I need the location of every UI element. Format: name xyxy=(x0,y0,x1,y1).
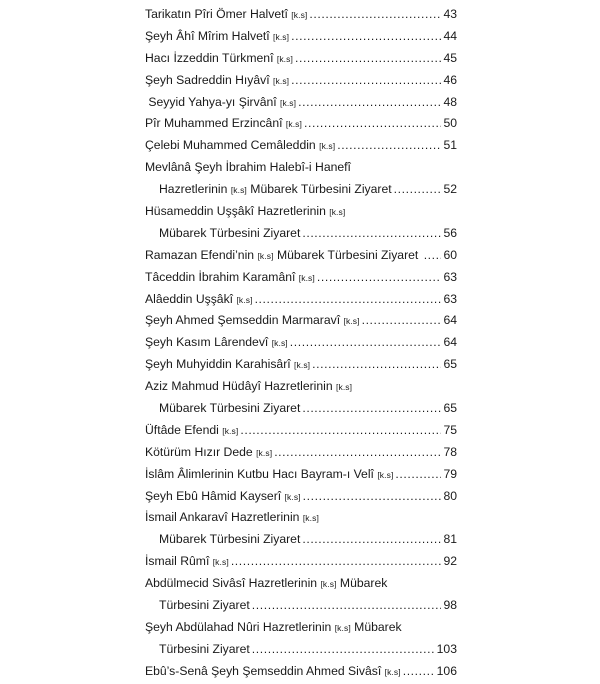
toc-entry-title xyxy=(145,245,422,268)
toc-entry-title xyxy=(145,70,289,93)
page-number: 45 xyxy=(443,50,457,65)
dot-leader xyxy=(290,332,442,354)
honorific-abbreviation: [k.s] xyxy=(377,469,394,480)
honorific-abbreviation: [k.s] xyxy=(320,579,337,590)
dot-leader xyxy=(291,70,441,92)
toc-entry-text-suffix: Mübarek Türbesini Ziyaret xyxy=(246,182,392,197)
page-number: 92 xyxy=(443,554,457,569)
toc-entry-text: Hazretlerinin xyxy=(159,182,231,197)
toc-entry-text: Şeyh Ahmed Şemseddin Marmaravî xyxy=(145,313,344,328)
toc-entry xyxy=(145,310,457,332)
toc-entry-text: Aziz Mahmud Hüdâyî Hazretlerinin xyxy=(145,379,337,394)
toc-entry xyxy=(145,551,457,573)
toc-entry-text: Hüsameddin Uşşâkî Hazretlerinin xyxy=(145,204,330,219)
page-number: 51 xyxy=(443,138,457,153)
toc-entry-title xyxy=(145,113,302,136)
honorific-abbreviation: [k.s] xyxy=(280,97,297,108)
page-number: 46 xyxy=(443,72,457,87)
toc-entry-text: Tâceddin İbrahim Karamânî xyxy=(145,269,299,284)
toc-entry xyxy=(145,573,457,595)
page-number: 81 xyxy=(443,532,457,547)
toc-entry xyxy=(145,507,457,529)
toc-entry xyxy=(145,135,457,157)
dot-leader xyxy=(394,179,442,201)
honorific-abbreviation: [k.s] xyxy=(291,10,308,20)
toc-entry-text: İsmail Rûmî xyxy=(145,554,213,569)
honorific-abbreviation: [k.s] xyxy=(236,294,253,305)
honorific-abbreviation: [k.s] xyxy=(343,316,360,327)
dot-leader xyxy=(309,4,441,26)
dot-leader xyxy=(303,486,442,508)
toc-entry-text: Şeyh Kasım Lârendevî xyxy=(145,335,272,350)
toc-entry-title xyxy=(145,507,319,530)
page-number: 106 xyxy=(436,663,457,678)
page-number: 48 xyxy=(443,94,457,109)
honorific-abbreviation: [k.s] xyxy=(273,31,290,42)
toc-entry xyxy=(145,420,457,442)
toc-entry xyxy=(145,376,457,398)
honorific-abbreviation: [k.s] xyxy=(257,250,274,261)
honorific-abbreviation: [k.s] xyxy=(298,272,315,283)
page-number: 65 xyxy=(443,357,457,372)
toc-entry-text: Şeyh Muhyiddin Karahisârî xyxy=(145,357,295,372)
honorific-abbreviation: [k.s] xyxy=(334,622,351,633)
toc-entry-text: Şeyh Sadreddin Hıyâvî xyxy=(145,72,274,87)
toc-entry xyxy=(145,398,457,420)
toc-entry-text: Şeyh Abdülahad Nûri Hazretlerinin xyxy=(145,619,335,634)
honorific-abbreviation: [k.s] xyxy=(384,666,401,677)
toc-entry-title xyxy=(159,595,250,617)
toc-entry xyxy=(145,289,457,311)
toc-entry-text: Alâeddin Uşşâkî xyxy=(145,291,237,306)
page-number: 75 xyxy=(443,422,457,437)
honorific-abbreviation: [k.s] xyxy=(329,207,346,218)
honorific-abbreviation: [k.s] xyxy=(273,75,290,86)
toc-entry-title xyxy=(159,223,300,245)
dot-leader xyxy=(291,26,441,48)
toc-entry-text: Mübarek Türbesini Ziyaret xyxy=(159,532,301,547)
honorific-abbreviation: [k.s] xyxy=(336,382,353,393)
dot-leader xyxy=(302,529,441,551)
toc-entry-text-suffix: Mübarek Türbesini Ziyaret xyxy=(273,247,422,262)
toc-entry xyxy=(145,464,457,486)
toc-entry-title xyxy=(145,661,401,684)
honorific-abbreviation: [k.s] xyxy=(319,141,336,152)
toc-entry-title xyxy=(145,376,352,399)
page-number: 65 xyxy=(443,401,457,416)
page-number: 80 xyxy=(443,488,457,503)
page-number: 103 xyxy=(436,641,457,656)
toc-entry-text: Tarikatın Pîri Ömer Halvetî xyxy=(145,7,292,21)
toc-entry xyxy=(145,245,457,267)
table-of-contents xyxy=(145,4,457,683)
honorific-abbreviation: [k.s] xyxy=(302,513,319,524)
dot-leader xyxy=(302,398,441,420)
dot-leader xyxy=(252,595,442,617)
toc-entry-text-suffix: Mübarek xyxy=(350,619,402,634)
dot-leader xyxy=(424,245,442,267)
toc-entry xyxy=(145,4,457,26)
page-number: 64 xyxy=(443,313,457,328)
honorific-abbreviation: [k.s] xyxy=(284,491,301,502)
page-number: 63 xyxy=(443,269,457,284)
toc-entry-title xyxy=(159,639,250,661)
dot-leader xyxy=(302,223,441,245)
dot-leader xyxy=(337,135,441,157)
toc-entry-text: Üftâde Efendi xyxy=(145,422,223,437)
dot-leader xyxy=(252,639,435,661)
page-number: 78 xyxy=(443,444,457,459)
toc-entry-title xyxy=(145,464,393,487)
page-number: 98 xyxy=(443,598,457,613)
toc-entry-text: İsmail Ankaravî Hazretlerinin xyxy=(145,510,303,525)
toc-entry xyxy=(145,48,457,70)
toc-entry xyxy=(145,201,457,223)
toc-entry-title xyxy=(145,420,238,443)
toc-entry-title xyxy=(145,48,293,71)
page-number: 44 xyxy=(443,28,457,43)
toc-entry-text: Şeyh Âhî Mîrim Halvetî xyxy=(145,28,274,43)
honorific-abbreviation: [k.s] xyxy=(222,425,239,436)
dot-leader xyxy=(274,442,441,464)
toc-entry xyxy=(145,354,457,376)
dot-leader xyxy=(362,310,442,332)
page-number: 50 xyxy=(443,116,457,131)
toc-entry-title xyxy=(145,573,387,596)
toc-entry xyxy=(145,157,457,179)
toc-entry xyxy=(145,442,457,464)
honorific-abbreviation: [k.s] xyxy=(276,53,293,64)
toc-entry xyxy=(145,26,457,48)
dot-leader xyxy=(298,92,441,114)
dot-leader xyxy=(395,464,441,486)
dot-leader xyxy=(312,354,441,376)
honorific-abbreviation: [k.s] xyxy=(212,557,229,568)
toc-entry-title xyxy=(145,289,253,312)
toc-entry-text: Mübarek Türbesini Ziyaret xyxy=(159,401,301,416)
toc-entry-text-suffix: Mübarek xyxy=(336,576,388,591)
dot-leader xyxy=(304,113,441,135)
toc-entry-text: Türbesini Ziyaret xyxy=(159,641,250,656)
page-number: 52 xyxy=(443,182,457,197)
toc-entry xyxy=(145,529,457,551)
toc-entry xyxy=(145,639,457,661)
toc-entry-text: Kötürüm Hızır Dede xyxy=(145,444,257,459)
toc-entry xyxy=(145,70,457,92)
dot-leader xyxy=(231,551,442,573)
dot-leader xyxy=(403,661,435,683)
toc-entry-title xyxy=(145,92,296,115)
toc-entry-text: Mübarek Türbesini Ziyaret xyxy=(159,225,301,240)
toc-entry-title xyxy=(145,332,288,355)
toc-entry-title xyxy=(159,179,392,202)
toc-entry xyxy=(145,617,457,639)
toc-entry-text: Mevlânâ Şeyh İbrahim Halebî-i Hanefî xyxy=(145,160,351,175)
toc-entry xyxy=(145,179,457,201)
toc-entry xyxy=(145,92,457,114)
toc-entry-text: Şeyh Ebû Hâmid Kayserî xyxy=(145,488,285,503)
toc-entry-title xyxy=(145,442,272,465)
toc-entry xyxy=(145,267,457,289)
toc-entry-title xyxy=(145,486,301,509)
dot-leader xyxy=(295,48,441,70)
toc-entry-text: Çelebi Muhammed Cemâleddin xyxy=(145,138,320,153)
page-number: 63 xyxy=(443,291,457,306)
toc-entry xyxy=(145,595,457,617)
honorific-abbreviation: [k.s] xyxy=(285,119,302,130)
dot-leader xyxy=(255,289,442,311)
toc-entry xyxy=(145,661,457,683)
toc-entry-text: İslâm Âlimlerinin Kutbu Hacı Bayram-ı Velî xyxy=(145,466,378,481)
toc-entry-title xyxy=(145,551,229,574)
toc-entry-text: Seyyid Yahya-yı Şirvânî xyxy=(145,94,281,109)
toc-entry-text: Ramazan Efendi’nin xyxy=(145,247,258,262)
toc-entry xyxy=(145,113,457,135)
toc-entry xyxy=(145,332,457,354)
honorific-abbreviation: [k.s] xyxy=(230,185,247,196)
toc-entry-text: Hacı İzzeddin Türkmenî xyxy=(145,50,277,65)
toc-entry-title xyxy=(145,354,310,377)
toc-entry-title xyxy=(145,26,289,49)
page-number: 43 xyxy=(443,7,457,21)
honorific-abbreviation: [k.s] xyxy=(294,360,311,371)
toc-entry-text: Abdülmecid Sivâsî Hazretlerinin xyxy=(145,576,321,591)
toc-entry-title xyxy=(145,310,360,333)
toc-entry xyxy=(145,223,457,245)
toc-entry-title xyxy=(145,4,307,27)
page-number: 60 xyxy=(443,247,457,262)
toc-entry-title xyxy=(159,529,300,551)
toc-entry-text: Pîr Muhammed Erzincânî xyxy=(145,116,286,131)
dot-leader xyxy=(317,267,442,289)
dot-leader xyxy=(240,420,441,442)
toc-entry xyxy=(145,486,457,508)
toc-entry-title xyxy=(145,201,345,224)
honorific-abbreviation: [k.s] xyxy=(256,447,273,458)
toc-entry-title xyxy=(145,617,402,640)
toc-entry-title xyxy=(145,135,335,158)
page-number: 64 xyxy=(443,335,457,350)
toc-entry-title xyxy=(159,398,300,420)
toc-entry-title xyxy=(145,267,315,290)
honorific-abbreviation: [k.s] xyxy=(271,338,288,349)
toc-entry-text: Ebû’s-Senâ Şeyh Şemseddin Ahmed Sivâsî xyxy=(145,663,385,678)
toc-entry-text: Türbesini Ziyaret xyxy=(159,598,250,613)
page-number: 56 xyxy=(443,225,457,240)
page-number: 79 xyxy=(443,466,457,481)
toc-entry-title xyxy=(145,157,351,179)
